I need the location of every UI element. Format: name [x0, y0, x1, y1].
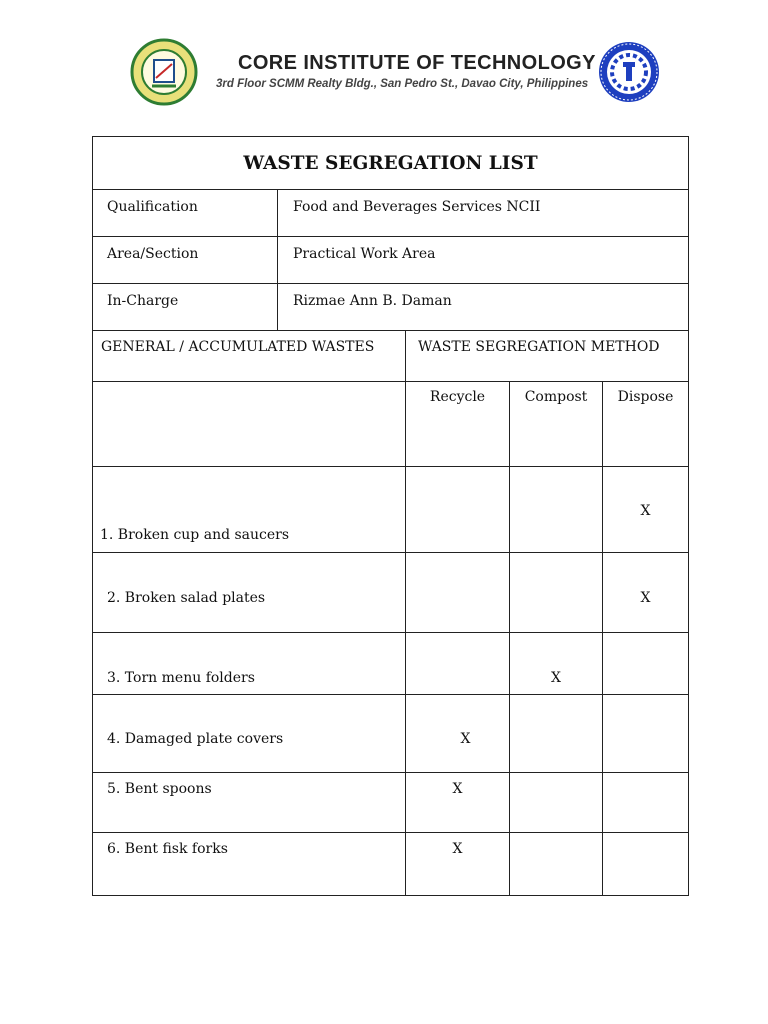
waste-segregation-table	[92, 136, 689, 896]
recycle-mark: X	[452, 841, 463, 857]
method-compost-header: Compost	[524, 389, 588, 405]
info-value: Food and Beverages Services NCII	[293, 199, 541, 215]
table-row	[93, 633, 689, 695]
method-dispose-header: Dispose	[617, 389, 674, 405]
method-column-header: WASTE SEGREGATION METHOD	[418, 339, 660, 355]
method-recycle-header: Recycle	[429, 389, 486, 405]
table-row	[93, 833, 689, 896]
institute-name: CORE INSTITUTE OF TECHNOLOGY	[238, 52, 596, 74]
info-value: Practical Work Area	[293, 246, 436, 262]
waste-segregation-document	[92, 136, 688, 896]
recycle-mark: X	[452, 781, 463, 797]
info-row-qualification	[93, 190, 689, 237]
info-label: In-Charge	[107, 293, 179, 309]
table-row	[93, 467, 689, 553]
wastes-column-header: GENERAL / ACCUMULATED WASTES	[101, 339, 375, 355]
info-row-in-charge	[93, 284, 689, 331]
info-value: Rizmae Ann B. Daman	[293, 293, 452, 309]
tesda-seal-logo	[597, 40, 661, 104]
institute-address: 3rd Floor SCMM Realty Bldg., San Pedro St., Davao City, Philippines	[216, 78, 589, 90]
dispose-mark: X	[640, 590, 651, 606]
compost-mark: X	[551, 670, 561, 686]
method-header-row	[93, 382, 689, 467]
table-row	[93, 695, 689, 773]
waste-item-name: 6. Bent fisk forks	[107, 841, 228, 857]
document-title: WASTE SEGREGATION LIST	[93, 137, 689, 190]
dispose-mark: X	[640, 503, 651, 519]
institute-seal-logo	[130, 38, 198, 106]
table-row	[93, 773, 689, 833]
letterhead	[0, 0, 768, 120]
waste-item-name: 4. Damaged plate covers	[107, 731, 284, 747]
table-row	[93, 553, 689, 633]
waste-item-name: 3. Torn menu folders	[107, 670, 255, 686]
info-label: Area/Section	[107, 246, 199, 262]
waste-item-name: 1. Broken cup and saucers	[100, 527, 290, 543]
waste-item-name: 5. Bent spoons	[107, 781, 212, 797]
waste-item-name: 2. Broken salad plates	[107, 590, 266, 606]
info-label: Qualification	[107, 199, 198, 215]
recycle-mark: X	[460, 731, 471, 747]
info-row-area	[93, 237, 689, 284]
column-header-row	[93, 331, 689, 382]
